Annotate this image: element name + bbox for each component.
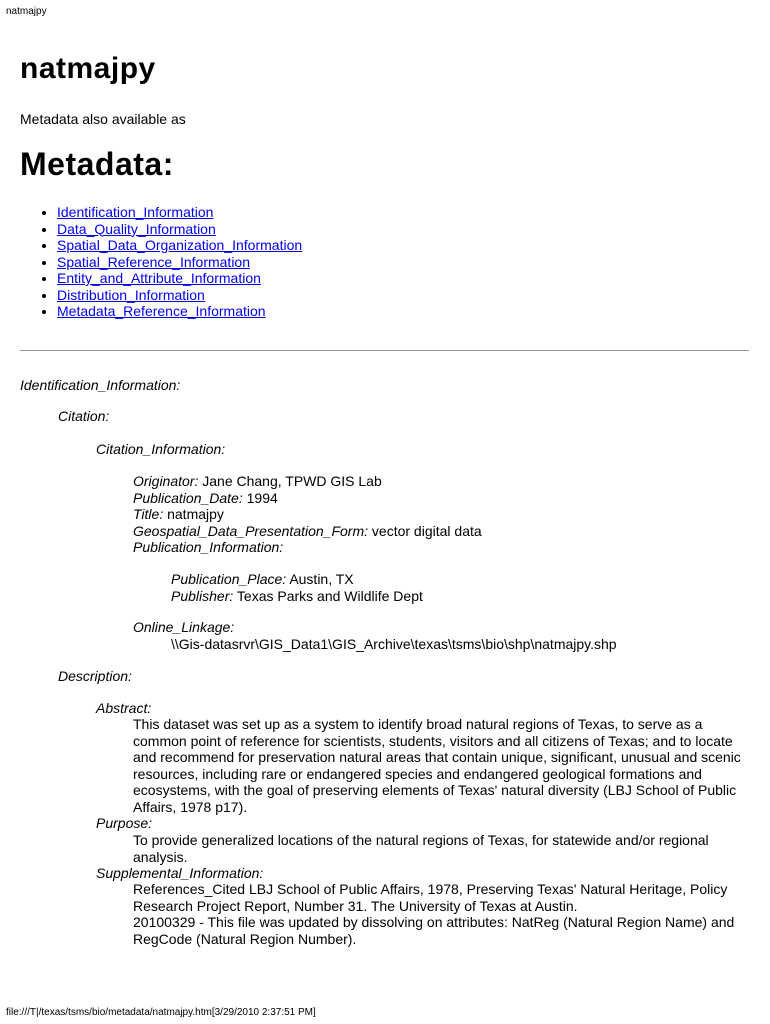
publisher-value: Texas Parks and Wildlife Dept <box>236 587 423 604</box>
toc-link-data-quality[interactable]: Data_Quality_Information <box>57 220 216 237</box>
identification-label: Identification_Information: <box>20 377 181 393</box>
originator-value: Jane Chang, TPWD GIS Lab <box>202 473 382 489</box>
citation-fields <box>133 473 482 556</box>
toc-item <box>57 221 302 238</box>
publication-place-value: Austin, TX <box>289 571 354 587</box>
toc-item <box>57 237 302 254</box>
publication-date-label: Publication_Date: <box>133 489 243 506</box>
originator-row <box>133 473 482 490</box>
print-header: natmajpy <box>6 6 47 17</box>
toc-item <box>57 270 302 287</box>
toc-link-entity-attribute[interactable]: Entity_and_Attribute_Information <box>57 270 261 286</box>
publication-place-row <box>171 571 423 588</box>
publication-date-value: 1994 <box>246 489 278 506</box>
toc-item <box>57 254 302 271</box>
purpose-text: To provide generalized locations of the natural regions of Texas, for statewide and/or regional analysis. <box>133 832 709 865</box>
online-linkage-label: Online_Linkage: <box>133 619 235 635</box>
publication-information-label: Publication_Information: <box>133 539 284 555</box>
metadata-toc <box>20 204 302 320</box>
geospatial-form-label: Geospatial_Data_Presentation_Form: <box>133 522 369 539</box>
toc-link-distribution[interactable]: Distribution_Information <box>57 286 205 303</box>
publication-place-label: Publication_Place: <box>171 571 287 587</box>
citation-information-label: Citation_Information: <box>96 441 226 457</box>
supplemental-update-note: 20100329 - This file was updated by dissolving on attributes: NatReg (Natural Region Name) and RegCode (Natural Region Number). <box>133 914 735 947</box>
publisher-row <box>171 588 423 605</box>
publication-information <box>171 571 423 604</box>
supplemental-information-label: Supplemental_Information: <box>96 865 264 881</box>
toc-link-spatial-reference[interactable]: Spatial_Reference_Information <box>57 253 251 270</box>
title-row <box>133 506 482 523</box>
toc-link-metadata-reference[interactable]: Metadata_Reference_Information <box>57 303 266 319</box>
publication-date-row <box>133 490 482 507</box>
title-label: Title: <box>133 506 164 522</box>
toc-link-identification[interactable]: Identification_Information <box>57 204 214 220</box>
page-title: natmajpy <box>20 52 156 85</box>
purpose-label: Purpose: <box>96 815 153 831</box>
geospatial-form-value: vector digital data <box>371 522 482 539</box>
section-divider <box>20 350 749 351</box>
geospatial-form-row <box>133 523 482 540</box>
online-linkage-value: \\Gis-datasrvr\GIS_Data1\GIS_Archive\texas\tsms\bio\shp\natmajpy.shp <box>171 636 617 652</box>
metadata-heading: Metadata: <box>20 146 174 182</box>
toc-item <box>57 287 302 304</box>
abstract-text: This dataset was set up as a system to identify broad natural regions of Texas, to serve as a common point of reference for scientists, students, visitors and all citizens of Texas; and to locate and recommend for preservation natural areas that contain unique, significant, unusual and scenic resources, including rare or endangered species and endangered geological formations and ecosystems, with the goal of preserving elements of Texas' natural diversity (LBJ School of Public Affairs, 1978 p17). <box>133 716 741 815</box>
print-footer: file:///T|/texas/tsms/bio/metadata/natmajpy.htm[3/29/2010 2:37:51 PM] <box>6 1007 316 1018</box>
title-value: natmajpy <box>167 506 224 522</box>
metadata-also-available: Metadata also available as <box>20 111 186 127</box>
publisher-label: Publisher: <box>171 587 234 604</box>
toc-link-spatial-data-organization[interactable]: Spatial_Data_Organization_Information <box>57 237 303 253</box>
toc-item <box>57 303 302 320</box>
supplemental-references: References_Cited LBJ School of Public Affairs, 1978, Preserving Texas' Natural Heritage, Policy Research Project Report, Number 31. The University of Texas at Austin. <box>133 881 728 914</box>
toc-item <box>57 204 302 221</box>
citation-label: Citation: <box>58 408 110 424</box>
description-label: Description: <box>58 668 132 684</box>
originator-label: Originator: <box>133 473 199 489</box>
supplemental-information-text <box>133 881 747 947</box>
abstract-label: Abstract: <box>96 700 152 716</box>
